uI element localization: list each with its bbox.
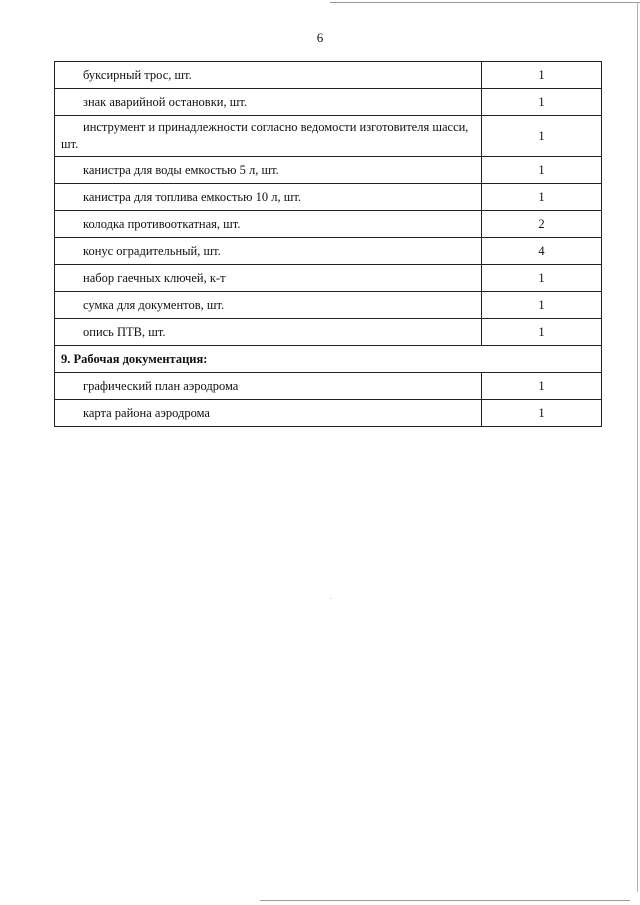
- item-name: буксирный трос, шт.: [83, 67, 192, 82]
- item-qty: 1: [482, 116, 602, 157]
- item-qty: 1: [482, 62, 602, 89]
- scan-edge-top: [330, 2, 640, 3]
- item-name-cell: [55, 89, 482, 116]
- table-row: [55, 319, 602, 346]
- item-name-cell: [55, 62, 482, 89]
- item-qty: 1: [482, 373, 602, 400]
- item-name: канистра для топлива емкостью 10 л, шт.: [83, 189, 301, 204]
- item-name: конус оградительный, шт.: [83, 243, 221, 258]
- table-row: [55, 238, 602, 265]
- item-qty: 1: [482, 292, 602, 319]
- scan-speck: [330, 598, 331, 599]
- table-row: [55, 89, 602, 116]
- item-qty: 1: [482, 89, 602, 116]
- table-row: [55, 373, 602, 400]
- item-name-cell: [55, 238, 482, 265]
- item-name: инструмент и принадлежности согласно ведомости изготовителя шасси, шт.: [61, 120, 469, 151]
- table-row: [55, 292, 602, 319]
- item-qty: 4: [482, 238, 602, 265]
- item-name-cell: [55, 400, 482, 427]
- table-row: [55, 157, 602, 184]
- item-name: карта района аэродрома: [83, 405, 210, 420]
- table-row: [55, 211, 602, 238]
- item-name-cell: [55, 319, 482, 346]
- table-row: [55, 265, 602, 292]
- scan-edge-right: [637, 2, 638, 892]
- item-name: колодка противооткатная, шт.: [83, 216, 241, 231]
- table-row: [55, 184, 602, 211]
- item-name-cell: [55, 265, 482, 292]
- item-name-cell: [55, 116, 482, 157]
- item-qty: 1: [482, 184, 602, 211]
- item-name-cell: [55, 373, 482, 400]
- item-name: сумка для документов, шт.: [83, 297, 225, 312]
- section-heading-row: [55, 346, 602, 373]
- item-qty: 2: [482, 211, 602, 238]
- equipment-table: [54, 61, 602, 427]
- item-qty: 1: [482, 265, 602, 292]
- item-name-cell: [55, 157, 482, 184]
- item-name-cell: [55, 184, 482, 211]
- item-name: графический план аэродрома: [83, 378, 239, 393]
- section-title: 9. Рабочая документация:: [55, 346, 602, 373]
- item-name: канистра для воды емкостью 5 л, шт.: [83, 162, 279, 177]
- item-name-cell: [55, 292, 482, 319]
- table-row: [55, 116, 602, 157]
- item-qty: 1: [482, 400, 602, 427]
- item-name: опись ПТВ, шт.: [83, 324, 166, 339]
- item-qty: 1: [482, 157, 602, 184]
- item-name: набор гаечных ключей, к-т: [83, 270, 226, 285]
- scan-edge-bottom: [260, 900, 630, 901]
- item-name: знак аварийной остановки, шт.: [83, 94, 247, 109]
- table-row: [55, 62, 602, 89]
- page-number: 6: [316, 30, 324, 45]
- table-row: [55, 400, 602, 427]
- item-name-cell: [55, 211, 482, 238]
- item-qty: 1: [482, 319, 602, 346]
